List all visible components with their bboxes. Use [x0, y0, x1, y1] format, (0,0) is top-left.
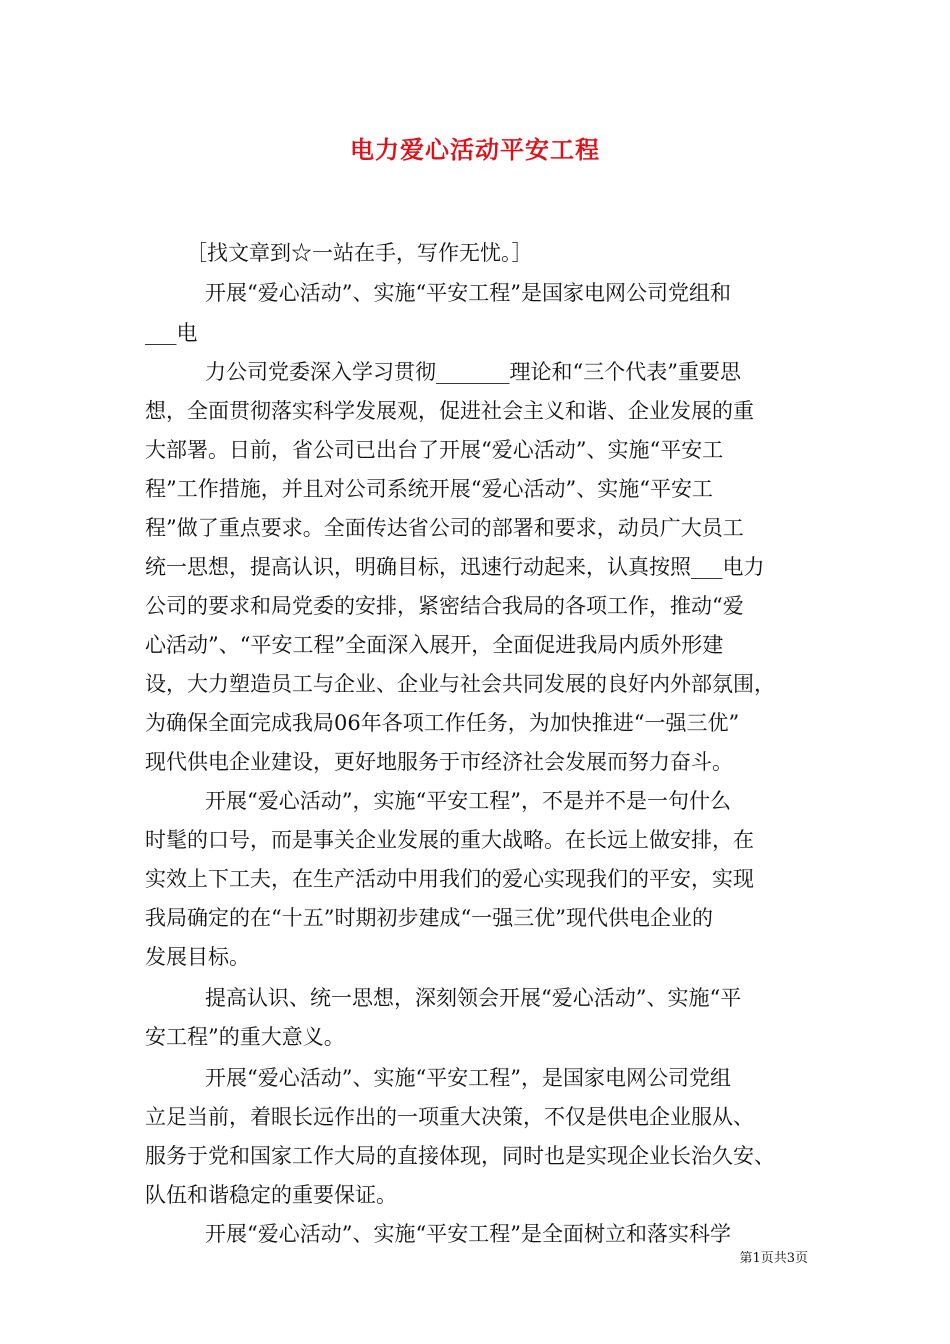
text-line: ［找文章到☆一站在手，写作无忧。］ — [186, 241, 533, 265]
document-title: 电力爱心活动平安工程 — [350, 135, 600, 164]
text-line: 程”做了重点要求。全面传达省公司的部署和要求，动员广大员工 — [145, 516, 744, 540]
text-line: 开展“爱心活动”、实施“平安工程”是全面树立和落实科学 — [205, 1222, 731, 1246]
text-line: 程”工作措施，并且对公司系统开展“爱心活动”、实施“平安工 — [145, 477, 713, 501]
text-line: ___电 — [145, 321, 198, 345]
text-line: 想，全面贯彻落实科学发展观，促进社会主义和谐、企业发展的重 — [145, 399, 754, 423]
text-line: 服务于党和国家工作大局的直接体现，同时也是实现企业长治久安、 — [145, 1144, 775, 1168]
text-line: 开展“爱心活动”、实施“平安工程”是国家电网公司党组和 — [205, 281, 731, 305]
text-line: 统一思想，提高认识，明确目标，迅速行动起来，认真按照___电力 — [145, 555, 765, 579]
text-line: 实效上下工夫，在生产活动中用我们的爱心实现我们的平安，实现 — [145, 867, 754, 891]
text-line: 大部署。日前，省公司已出台了开展“爱心活动”、实施“平安工 — [145, 438, 724, 462]
text-line: 心活动”、“平安工程”全面深入展开，全面促进我局内质外形建 — [145, 633, 724, 657]
text-line: 公司的要求和局党委的安排，紧密结合我局的各项工作，推动“爱 — [145, 594, 744, 618]
text-line: 为确保全面完成我局06年各项工作任务，为加快推进“一强三优” — [145, 711, 740, 735]
text-line: 立足当前，着眼长远作出的一项重大决策，不仅是供电企业服从、 — [145, 1105, 754, 1129]
text-line: 开展“爱心活动”，实施“平安工程”，不是并不是一句什么 — [205, 789, 731, 813]
text-line: 现代供电企业建设，更好地服务于市经济社会发展而努力奋斗。 — [145, 750, 733, 774]
text-line: 提高认识、统一思想，深刻领会开展“爱心活动”、实施“平 — [205, 986, 742, 1010]
page-number: 第1页共3页 — [739, 1251, 808, 1266]
text-line: 队伍和谐稳定的重要保证。 — [145, 1183, 397, 1207]
text-line: 发展目标。 — [145, 945, 250, 969]
text-line: 时髦的口号，而是事关企业发展的重大战略。在长远上做安排，在 — [145, 828, 754, 852]
text-line: 开展“爱心活动”、实施“平安工程”，是国家电网公司党组 — [205, 1066, 731, 1090]
text-line: 安工程”的重大意义。 — [145, 1025, 345, 1049]
text-line: 设，大力塑造员工与企业、企业与社会共同发展的良好内外部氛围， — [145, 672, 775, 696]
text-line: 我局确定的在“十五”时期初步建成“一强三优”现代供电企业的 — [145, 906, 713, 930]
text-line: 力公司党委深入学习贯彻_______理论和“三个代表”重要思 — [205, 360, 741, 384]
